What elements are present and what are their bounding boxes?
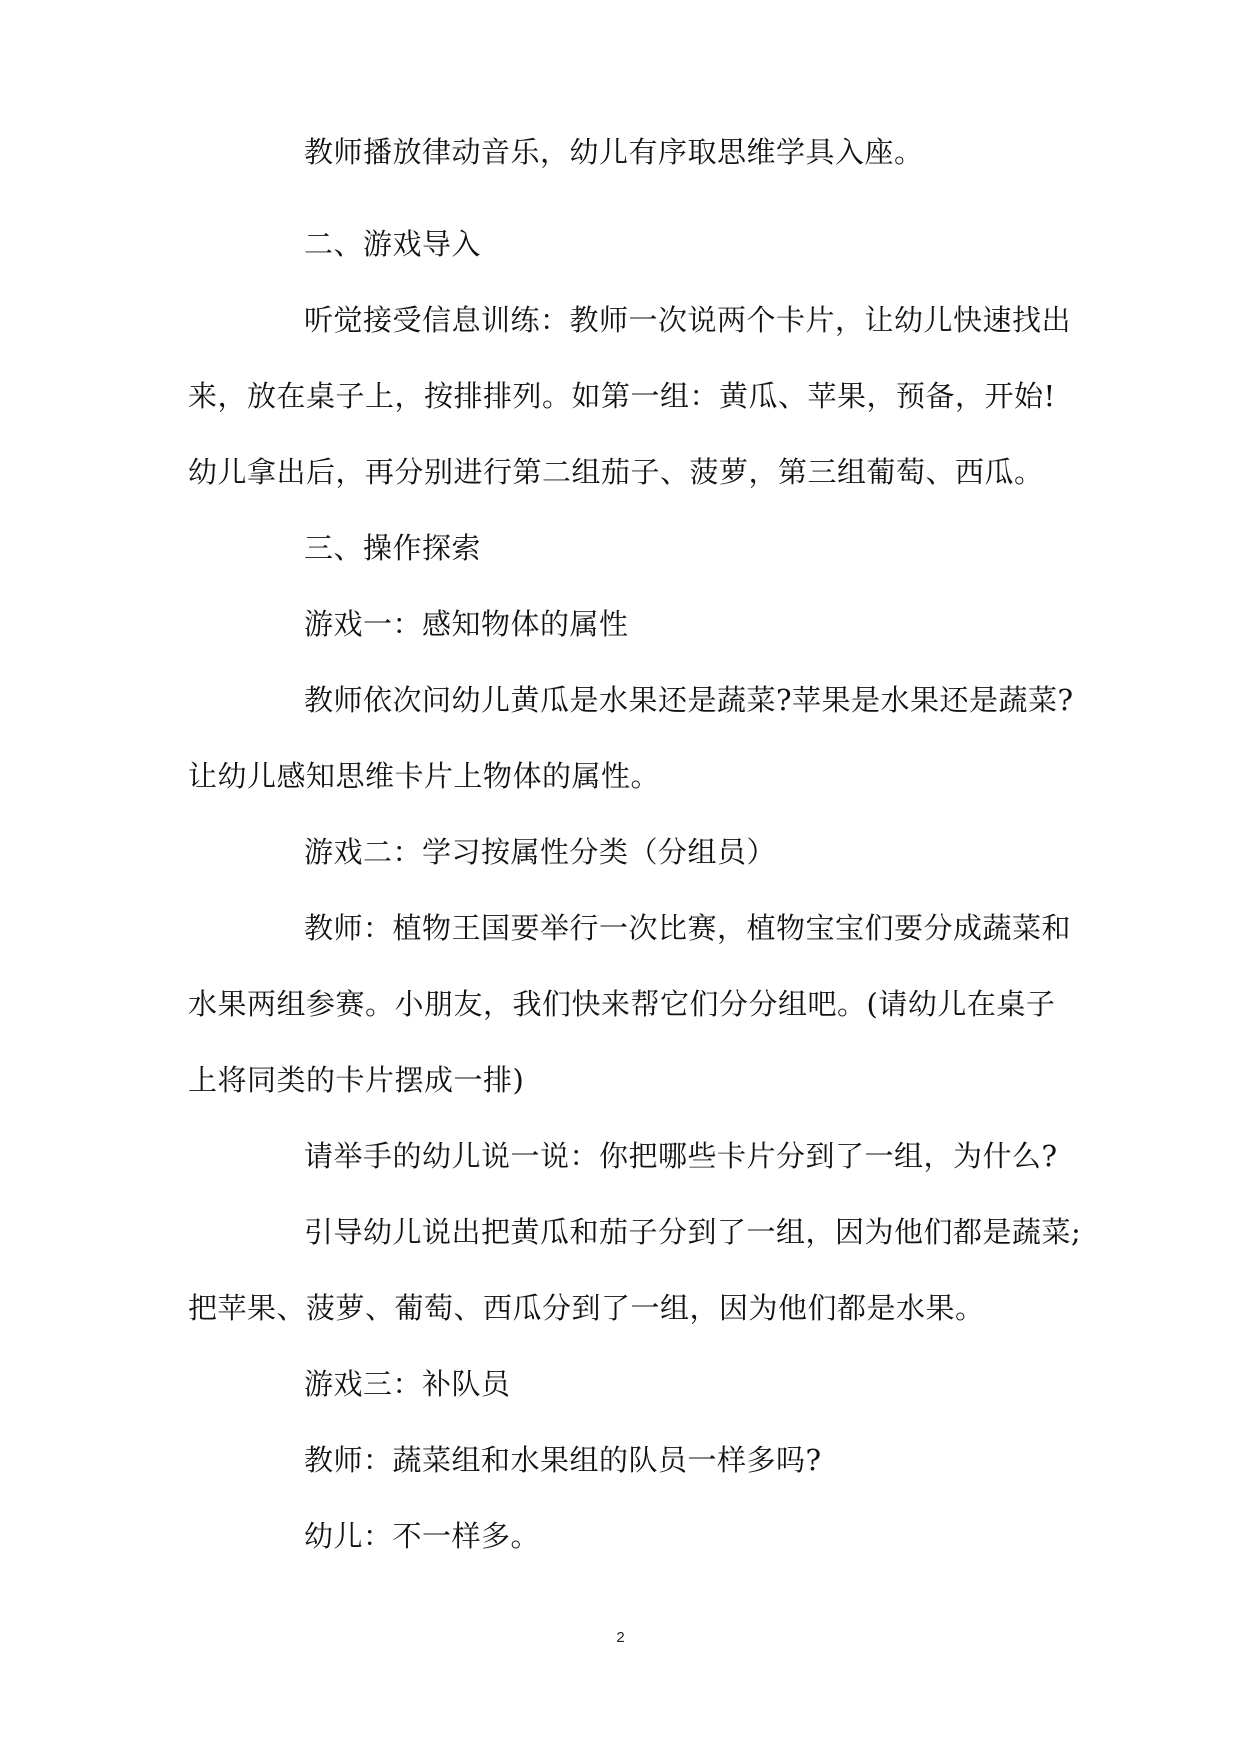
paragraph-line: 听觉接受信息训练：教师一次说两个卡片，让幼儿快速找出: [304, 303, 1072, 337]
subsection-heading: 游戏二：学习按属性分类（分组员）: [304, 835, 777, 869]
paragraph-line: 水果两组参赛。小朋友，我们快来帮它们分分组吧。(请幼儿在桌子: [188, 987, 1056, 1021]
paragraph-line: 请举手的幼儿说一说：你把哪些卡片分到了一组，为什么?: [304, 1139, 1058, 1173]
subsection-heading: 游戏一：感知物体的属性: [304, 607, 629, 641]
paragraph-line: 来，放在桌子上，按排排列。如第一组：黄瓜、苹果，预备，开始!: [188, 379, 1056, 413]
subsection-heading: 游戏三：补队员: [304, 1367, 511, 1401]
section-heading: 二、游戏导入: [304, 227, 482, 261]
paragraph-line: 把苹果、菠萝、葡萄、西瓜分到了一组，因为他们都是水果。: [188, 1291, 985, 1325]
paragraph-line: 教师：植物王国要举行一次比赛，植物宝宝们要分成蔬菜和: [304, 911, 1072, 945]
section-heading: 三、操作探索: [304, 531, 482, 565]
paragraph-line: 幼儿拿出后，再分别进行第二组茄子、菠萝，第三组葡萄、西瓜。: [188, 455, 1044, 489]
paragraph-line: 上将同类的卡片摆成一排): [188, 1063, 525, 1097]
paragraph-line: 引导幼儿说出把黄瓜和茄子分到了一组，因为他们都是蔬菜;: [304, 1215, 1082, 1249]
paragraph-line: 教师：蔬菜组和水果组的队员一样多吗?: [304, 1443, 822, 1477]
page-number: 2: [616, 1629, 625, 1646]
paragraph-line: 让幼儿感知思维卡片上物体的属性。: [188, 759, 661, 793]
paragraph-line: 教师依次问幼儿黄瓜是水果还是蔬菜?苹果是水果还是蔬菜?: [304, 683, 1074, 717]
paragraph-line: 幼儿：不一样多。: [304, 1519, 541, 1553]
paragraph-line: 教师播放律动音乐，幼儿有序取思维学具入座。: [304, 135, 924, 169]
